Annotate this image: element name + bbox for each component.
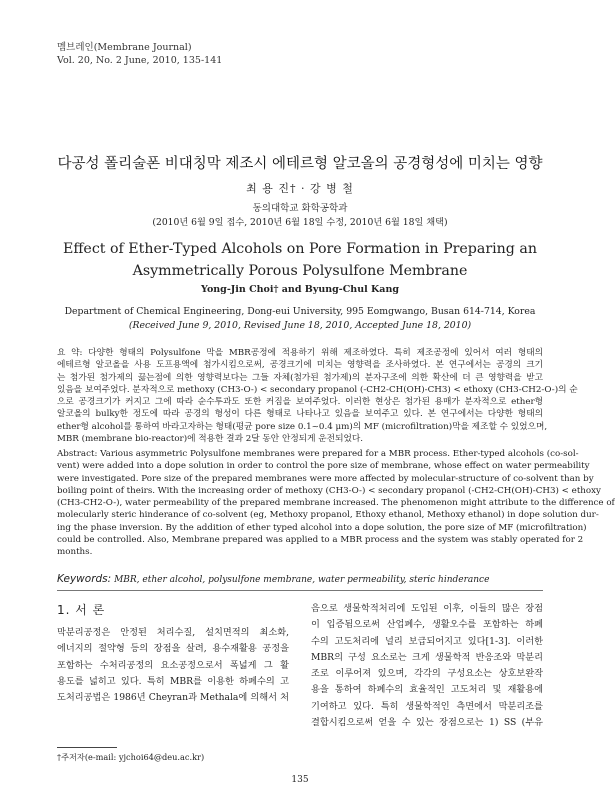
keywords	[57, 573, 543, 585]
english-abstract	[57, 448, 615, 559]
abstract-line: ether형 alcohol를 통하여 바라고자하는 형태(평균 pore size 0.1~0.4 μm)의 MF (microfiltration)막을 제조할 수 있었으며,	[57, 421, 548, 432]
abstract-line: 에테르형 알코올을 사용 도프용액에 첨가시킴으로써, 공경크기에 미치는 영향력을 조사하였다. 본 연구에서는 공경의 크기	[57, 360, 543, 371]
abstract-line: could be controlled. Also, Membrane prepared was applied to a MBR process and the system was stably operated for 2	[57, 535, 584, 546]
abstract-line: were investigated. Pore size of the prepared membranes were more affected by molecular-structure of co-solvent than by	[57, 473, 594, 484]
abstract-line: vent) were added into a dope solution in order to control the pore size of membrane, whose effect on water permeability	[57, 461, 590, 472]
body-line: 용도를 넓히고 있다. 특히 MBR를 이용한 하폐수의 고	[57, 675, 289, 687]
divider	[57, 590, 543, 591]
body-line: 막분리공정은 안정된 처리수질, 설치면적의 최소화,	[57, 627, 289, 638]
footnote: †주저자(e-mail: yjchoi64@deu.ac.kr)	[57, 752, 205, 762]
body-line: 에너지의 절약형 등의 장점을 살려, 용수재활용 공정을	[57, 643, 289, 655]
abstract-line: boiling point of theirs. With the increasing order of methoxy (CH3-O-) < secondary propanol (-CH2-CH(OH)-CH3) < ethoxy	[57, 485, 601, 496]
abstract-line: 있음을 보여주었다. 분자적으로 methoxy (CH3-O-) < secondary propanol (-CH2-CH(OH)-CH3) < ethoxy (CH3-CH2-O-)의 순	[57, 384, 578, 395]
footnote-rule	[57, 747, 117, 748]
body-line: 조로 이루어져 있으며, 각각의 구성요소는 상호보완작	[311, 668, 543, 680]
body-line: 용을 통하여 하폐수의 효율적인 고도처리 및 재활용에	[311, 684, 543, 696]
korean-dates: (2010년 6월 9일 접수, 2010년 6월 18일 수정, 2010년 6월 18일 채택)	[152, 217, 448, 228]
keywords-text: MBR, ether alcohol, polysulfone membrane, water permeability, steric hinderance	[114, 575, 490, 585]
english-authors: Yong-Jin Choi† and Byung-Chul Kang	[200, 284, 399, 295]
body-line: 도처리공법은 1986년 Cheyran과 Methala에 의해서 처	[57, 692, 289, 704]
english-title	[0, 238, 600, 282]
abstract-line: ing the phase inversion. By the addition of ether typed alcohol into a dope solution, the pore size of MF (microfiltration)	[57, 522, 587, 533]
abstract-line: 으로 공경크기가 커지고 그에 따라 순수투과도 또한 커짐을 보여주었다. 이러한 현상은 첨가된 용매가 분자적으로 ether형	[57, 397, 543, 408]
korean-affiliation: 동의대학교 화학공학과	[252, 203, 348, 214]
abstract-line: MBR (membrane bio-reactor)에 적용한 결과 2달 동안 안정되게 운전되었다.	[57, 434, 364, 445]
abstract-line: 알코올의 bulky한 정도에 따라 공경의 형성이 다른 형태로 나타나고 있음을 보여주고 있다. 본 연구에서는 다양한 형태의	[57, 409, 543, 420]
abstract-line: molecularly steric hinderance of co-solvent (eg, Methoxy propanol, Ethoxy ethanol, Methoxy ethanol) in dope solution dur-	[57, 510, 599, 521]
body-line: 포함하는 수처리공정의 요소공정으로서 폭넓게 그 활	[57, 659, 289, 671]
journal-name: 멤브레인(Membrane Journal)	[57, 42, 192, 53]
section-heading: 1. 서 론	[57, 603, 106, 617]
body-line: 이 입증됨으로써 산업폐수, 생활오수를 포함하는 하폐	[311, 619, 543, 631]
abstract-line: (CH3-CH2-O-), water permeability of the prepared membrane increased. The phenomenon might attribute to the difference of	[57, 498, 615, 509]
abstract-line: 요 약: 다양한 형태의 Polysulfone 막을 MBR공정에 적용하기 위해 제조하였다. 특히 제조공정에 있어서 여러 형태의	[57, 348, 543, 358]
journal-header	[57, 41, 222, 67]
abstract-line: 는 첨가된 첨가제의 끓는점에 의한 영향력보다는 그들 자체(첨가된 첨가제)의 분자구조에 의한 확산에 더 큰 영향력을 받고	[57, 372, 543, 383]
keywords-label: Keywords:	[57, 573, 112, 585]
journal-issue: Vol. 20, No. 2 June, 2010, 135-141	[57, 55, 223, 66]
english-affiliation: Department of Chemical Engineering, Dong-eui University, 995 Eomgwango, Busan 614-714, Korea	[64, 306, 536, 317]
body-right-column	[311, 601, 543, 731]
english-dates: (Received June 9, 2010, Revised June 18, 2010, Accepted June 18, 2010)	[128, 320, 472, 331]
abstract-line: Abstract: Various asymmetric Polysulfone membranes were prepared for a MBR process. Ether-typed alcohols (co-sol-	[57, 449, 579, 459]
body-line: 음으로 생물학적처리에 도입된 이후, 이들의 많은 장점	[311, 603, 543, 614]
korean-title: 다공성 폴리술폰 비대칭막 제조시 에테르형 알코올의 공경형성에 미치는 영향	[57, 156, 543, 172]
page-number: 135	[291, 775, 309, 785]
body-line: 기여하고 있다. 특히 생물학적인 측면에서 막분리조를	[311, 700, 543, 712]
body-left-column	[57, 625, 289, 706]
english-title-line2: Asymmetrically Porous Polysulfone Membrane	[132, 263, 468, 279]
korean-authors: 최 용 진† · 강 병 철	[246, 182, 354, 195]
body-line: 결합시킴으로써 얻을 수 있는 장점으로는 1) SS (부유	[311, 717, 543, 729]
abstract-line: months.	[57, 547, 93, 558]
english-title-line1: Effect of Ether-Typed Alcohols on Pore Formation in Preparing an	[63, 241, 537, 257]
korean-abstract	[57, 347, 578, 445]
body-line: 수의 고도처리에 널리 보급되어지고 있다[1-3]. 이러한	[311, 635, 543, 647]
body-line: MBR의 구성 요소로는 크게 생물학적 반응조와 막분리	[311, 651, 543, 663]
